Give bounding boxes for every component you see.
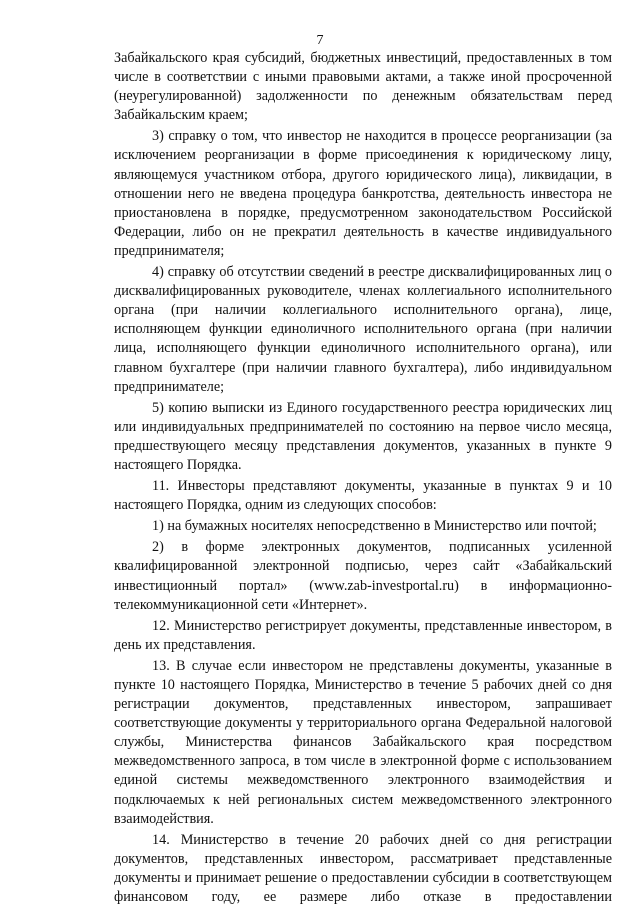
paragraph-continuation: Забайкальского края субсидий, бюджетных инвестиций, предоставленных в том числе в соответствии с иными правовыми актами, а также иной просроченной (неурегулированной) задолженности по денежным обязательствам перед Забайкальским краем; (114, 50, 612, 124)
paragraph-item-4: 4) справку об отсутствии сведений в реестре дисквалифицированных лиц о дисквалифицированных руководителе, членах коллегиального исполнительного органа (при наличии коллегиального исполнительного органа), лице, исполняющем функции единоличного исполнительного органа (при наличии лица, исполняющего функции единоличного исполнительного органа), или главном бухгалтере (при наличии главного бухгалтера), либо индивидуальном предпринимателе; (114, 264, 612, 395)
paragraph-clause-14: 14. Министерство в течение 20 рабочих дней со дня регистрации документов, представленных инвестором, рассматривает представленные документы и принимает решение о предоставлении субсидии в соответствующем финансовом году, ее размере либо отказе в предоставлении (114, 831, 612, 906)
paragraph-item-5: 5) копию выписки из Единого государственного реестра юридических лиц или индивидуальных предпринимателей по состоянию на первое число месяца, предшествующего месяцу представления документов, указанных в пункте 9 настоящего Порядка. (114, 399, 612, 473)
paragraph-clause-12: 12. Министерство регистрирует документы, представленные инвестором, в день их представления. (114, 617, 612, 653)
page-number: 7 (316, 33, 324, 48)
paragraph-clause-11-1: 1) на бумажных носителях непосредственно в Министерство или почтой; (152, 518, 597, 535)
paragraph-clause-11: 11. Инвесторы представляют документы, указанные в пунктах 9 и 10 настоящего Порядка, одним из следующих способов: (114, 478, 612, 514)
document-body (114, 49, 612, 907)
paragraph-clause-13: 13. В случае если инвестором не представлены документы, указанные в пункте 10 настоящего Порядка, Министерство в течение 5 рабочих дней со дня регистрации документов, представленных инвестором, запрашивает соответствующие документы у территориального органа Федеральной налоговой службы, Министерства финансов Забайкальского края посредством межведомственного запроса, в том числе в электронной форме с использованием единой системы межведомственного электронного взаимодействия и подключаемых к ней региональных систем межведомственного электронного взаимодействия. (114, 657, 612, 827)
paragraph-item-3: 3) справку о том, что инвестор не находится в процессе реорганизации (за исключением реорганизации в форме присоединения к юридическому лицу, являющемуся участником отбора, другого юридического лица), ликвидации, в отношении него не введена процедура банкротства, деятельность инвестора не приостановлена в порядке, предусмотренном законодательством Российской Федерации, либо он не прекратил деятельность в качестве индивидуального предпринимателя; (114, 128, 612, 259)
paragraph-clause-11-2: 2) в форме электронных документов, подписанных усиленной квалифицированной электронной подписью, через сайт «Забайкальский инвестиционный портал» (www.zab-investportal.ru) в информационно-телекоммуникационной сети «Интернет». (114, 539, 612, 613)
